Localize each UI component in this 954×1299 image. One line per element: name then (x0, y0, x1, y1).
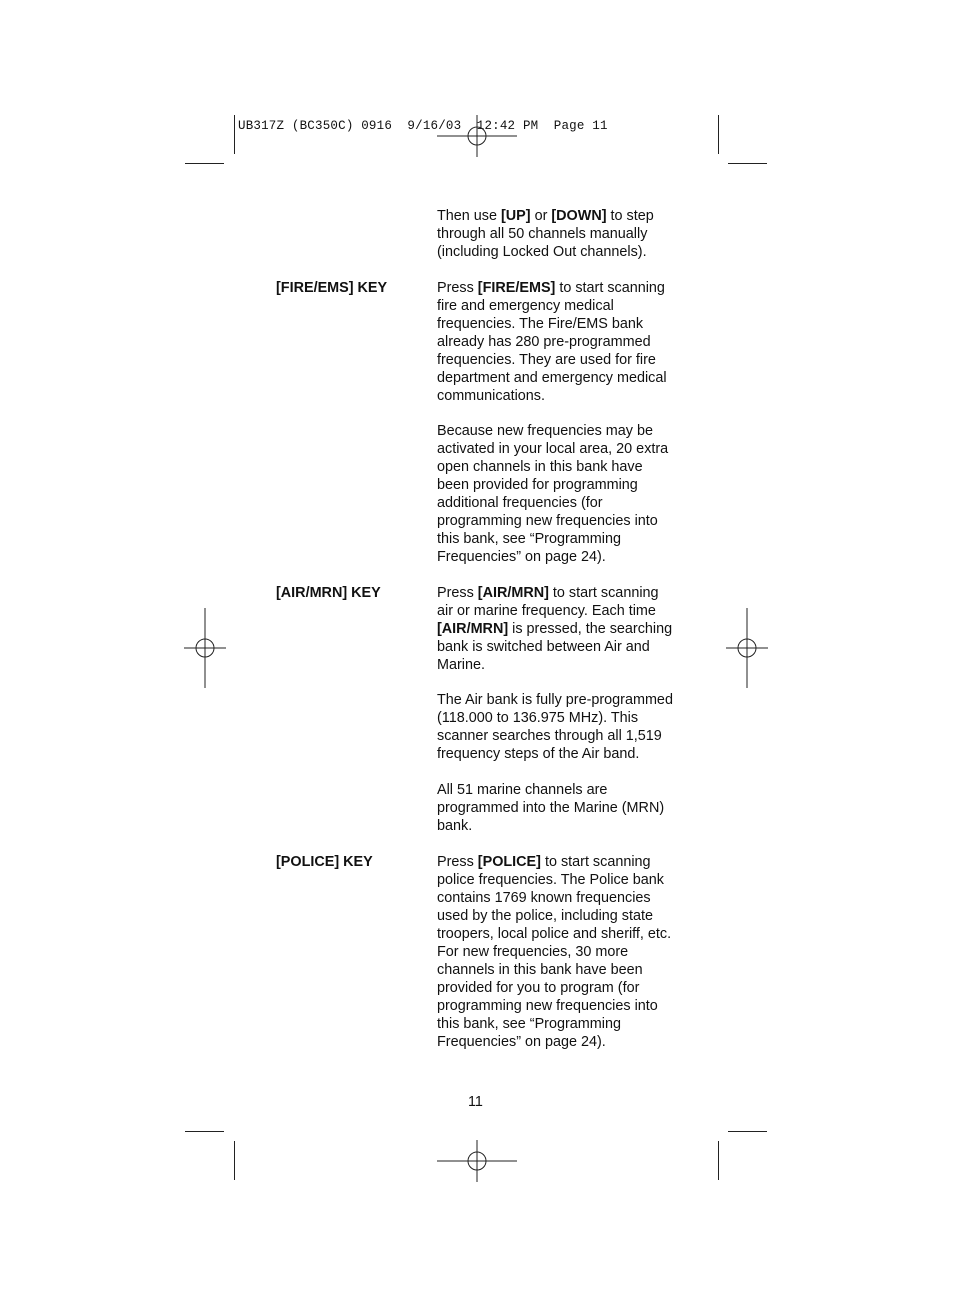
page-number: 11 (468, 1094, 483, 1110)
text-run: to start scanning fire and emergency medical frequencies. The Fire/EMS bank already has 280 pre-programmed frequencies. They are used for fire department and emergency medical communications. (437, 280, 667, 404)
text-run: Press (437, 854, 478, 870)
crop-mark (728, 1131, 767, 1132)
text-run: The Air bank is fully pre-programmed (118.000 to 136.975 MHz). This scanner searches through all 1,519 frequency steps of the Air band. (437, 692, 673, 762)
police-paragraph-1 (437, 854, 687, 1051)
crop-mark (718, 115, 719, 154)
intro-paragraph (437, 208, 687, 262)
text-run: or (530, 208, 552, 224)
key-name-bold: [AIR/MRN] (477, 585, 549, 601)
crop-mark (185, 163, 224, 164)
key-name-bold: [POLICE] (477, 854, 541, 870)
crop-mark (234, 115, 235, 154)
key-name-bold: [FIRE/EMS] (477, 280, 556, 296)
fire-ems-paragraph-2 (437, 423, 687, 567)
text-run: Press (437, 585, 478, 601)
crop-mark (185, 1131, 224, 1132)
text-run: to step through all 50 channels manually (including Locked Out channels). (437, 208, 654, 260)
police-key-label: [POLICE] KEY (276, 854, 373, 870)
air-mrn-paragraph-1 (437, 585, 687, 675)
key-name-bold: [DOWN] (551, 208, 607, 224)
fire-ems-key-label: [FIRE/EMS] KEY (276, 280, 388, 296)
text-run: Because new frequencies may be activated in your local area, 20 extra open channels in this bank have been provided for programming additional frequencies (for programming new frequencies into this bank, see “Programming Frequencies” on page 24). (437, 423, 669, 565)
text-run: to start scanning police frequencies. The Police bank contains 1769 known frequencies used by the police, including state troopers, local police and sheriff, etc. For new frequencies, 30 more channels in this bank have been provided for you to program (for programming new frequencies into this bank, see “Programming Frequencies” on page 24). (437, 854, 672, 1050)
air-mrn-key-label: [AIR/MRN] KEY (276, 585, 381, 601)
print-slug: UB317Z (BC350C) 0916 9/16/03 12:42 PM Page 11 (238, 119, 608, 133)
key-name-bold: [UP] (501, 208, 531, 224)
text-run: Then use (437, 208, 501, 224)
registration-mark-bottom (437, 1140, 517, 1182)
fire-ems-paragraph-1 (437, 280, 687, 406)
text-run: Press (437, 280, 478, 296)
air-mrn-paragraph-2 (437, 692, 687, 764)
text-run: All 51 marine channels are programmed into the Marine (MRN) bank. (437, 782, 665, 834)
registration-mark-top (437, 115, 517, 157)
key-name-bold: [AIR/MRN] (437, 620, 509, 637)
registration-mark-right (726, 608, 768, 688)
text-run: to start scanning air or marine frequency. Each time (437, 585, 659, 619)
registration-mark-left (184, 608, 226, 688)
air-mrn-paragraph-3 (437, 782, 687, 836)
crop-mark (718, 1141, 719, 1180)
crop-mark (728, 163, 767, 164)
text-run: is pressed, the searching bank is switched between Air and Marine. (437, 620, 673, 673)
crop-mark (234, 1141, 235, 1180)
